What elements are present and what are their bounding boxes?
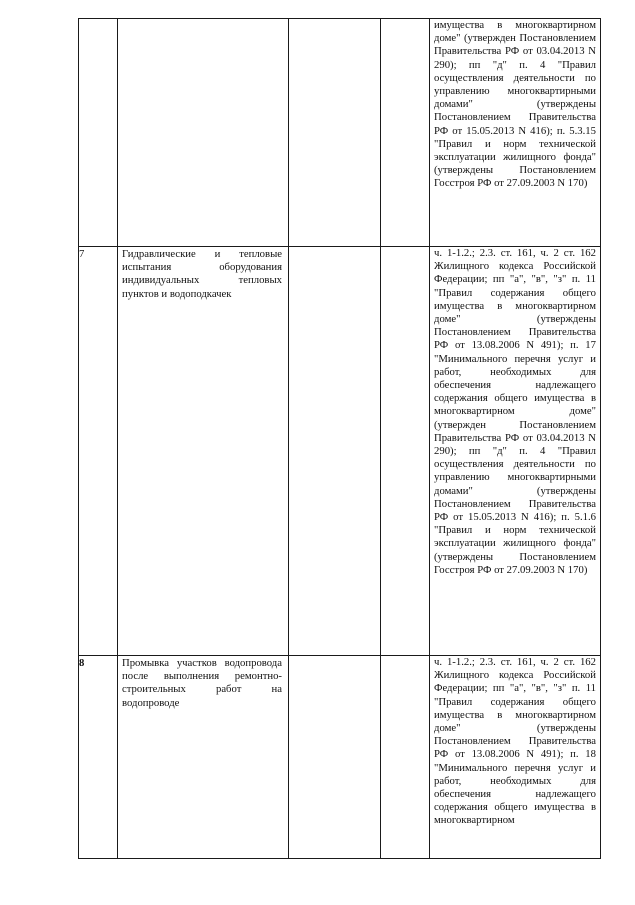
row-number-cell — [79, 247, 118, 656]
work-name: Промывка участков водопровода после выполнения ремонтно-строительных работ на водопроводе — [122, 657, 282, 709]
legal-basis-cell — [430, 19, 601, 247]
work-name-cell — [118, 656, 289, 859]
work-name-cell — [118, 247, 289, 656]
legal-basis-cell — [430, 247, 601, 656]
table-row-continuation — [79, 19, 601, 247]
row-number-cell — [79, 19, 118, 247]
legal-basis-text: ч. 1-1.2.; 2.3. ст. 161, ч. 2 ст. 162 Жилищного кодекса Российской Федерации; пп "а", "в", "з" п. 11 "Правил содержания общего имущества в многоквартирном доме" (утверждены Постановлением Правительства РФ от 13.08.2006 N 491); п. 17 "Минимального перечня услуг и работ, необходимых для обеспечения надлежащего содержания общего имущества в многоквартирном доме" (утвержден Постановлением Правительства РФ от 03.04.2013 N 290); пп "д" п. 4 "Правил осуществления деятельности по управлению многоквартирными домами" (утверждены Постановлением Правительства РФ от 15.05.2013 N 416); п. 5.1.6 "Правил и норм технической эксплуатации жилищного фонда" (утверждены Постановлением Госстроя РФ от 27.09.2003 N 170) — [434, 247, 596, 576]
row-number: 7 — [79, 248, 85, 260]
empty-cell-b — [381, 19, 430, 247]
empty-cell-a — [289, 19, 381, 247]
row-number — [79, 19, 117, 20]
legal-basis-text: имущества в многоквартирном доме" (утвержден Постановлением Правительства РФ от 03.04.2013 N 290); пп "д" п. 4 "Правил осуществления деятельности по управлению многоквартирными домами" (утверждены Постановлением Правительства РФ от 15.05.2013 N 416); п. 5.3.15 "Правил и норм технической эксплуатации жилищного фонда" (утверждены Постановлением Госстроя РФ от 27.09.2003 N 170) — [434, 19, 596, 190]
legal-basis-cell — [430, 656, 601, 859]
row-number: 8 — [79, 657, 85, 669]
work-name — [118, 19, 288, 20]
empty-cell-a — [289, 656, 381, 859]
table-row-7 — [79, 247, 601, 656]
table-row-8 — [79, 656, 601, 859]
empty-cell-b — [381, 656, 430, 859]
works-table — [78, 18, 601, 859]
legal-basis-text: ч. 1-1.2.; 2.3. ст. 161, ч. 2 ст. 162 Жилищного кодекса Российской Федерации; пп "а", "в", "з" п. 11 "Правил содержания общего имущества в многоквартирном доме" (утверждены Постановлением Правительства РФ от 13.08.2006 N 491); п. 18 "Минимального перечня услуг и работ, необходимых для обеспечения надлежащего содержания общего имущества в многоквартирном — [434, 656, 596, 827]
work-name-cell — [118, 19, 289, 247]
row-number-cell — [79, 656, 118, 859]
empty-cell-a — [289, 247, 381, 656]
work-name: Гидравлические и тепловые испытания оборудования индивидуальных тепловых пунктов и водоподкачек — [122, 248, 282, 300]
empty-cell-b — [381, 247, 430, 656]
